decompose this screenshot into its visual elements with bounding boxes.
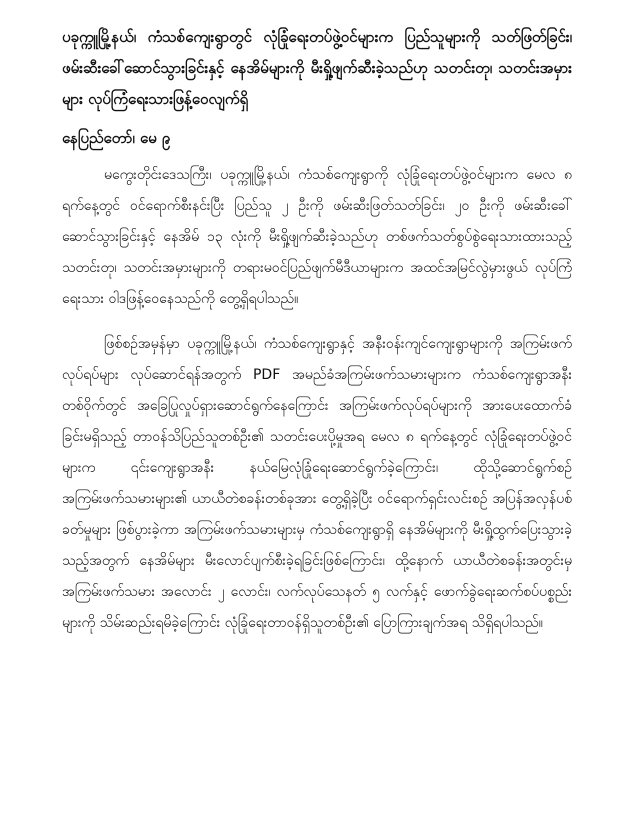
article-paragraph-2: ဖြစ်စဉ်အမှန်မှာ ပခုက္ကူမြို့နယ်၊ ကံသစ်ကျေးရွာနှင့် အနီးဝန်းကျင်ကျေးရွာများကို အကြမ်းဖက်လုပ်ရပ်များ လုပ်ဆောင်ရန်အတွက် PDF အမည်ခံအကြမ်းဖက်သမားများက ကံသစ်ကျေးရွာအနီးတစ်ဝိုက်တွင် အခြေပြုလှုပ်ရှားဆောင်ရွက်နေကြောင်း အကြမ်းဖက်လုပ်ရပ်များကို အားပေးထောက်ခံခြင်းမရှိသည့် တာဝန်သိပြည်သူတစ်ဦး၏ သတင်းပေးပို့မှုအရ မေလ ၈ ရက်နေ့တွင် လုံခြုံရေးတပ်ဖွဲ့ဝင်များက ၎င်းကျေးရွာအနီး နယ်မြေလုံခြုံရေးဆောင်ရွက်ခဲ့ကြောင်း၊ ထိုသို့ဆောင်ရွက်စဉ် အကြမ်းဖက်သမားများ၏ ယာယီတဲစခန်းတစ်ခုအား တွေ့ရှိခဲ့ပြီး ဝင်ရောက်ရှင်းလင်းစဉ် အပြန်အလှန်ပစ်ခတ်မှုများ ဖြစ်ပွားခဲ့ကာ အကြမ်းဖက်သမားများမှ ကံသစ်ကျေးရွာရှိ နေအိမ်များကို မီးရှို့ထွက်ပြေးသွားခဲ့သည့်အတွက် နေအိမ်များ မီးလောင်ပျက်စီးခဲ့ရခြင်းဖြစ်ကြောင်း၊ ထို့နောက် ယာယီတဲစခန်းအတွင်းမှ အကြမ်းဖက်သမား အလောင်း ၂ လောင်း၊ လက်လုပ်သေနတ် ၅ လက်နှင့် ဖောက်ခွဲရေးဆက်စပ်ပစ္စည်းများကို သိမ်းဆည်းရမိခဲ့ကြောင်း လုံခြုံရေးတာဝန်ရှိသူတစ်ဦး၏ ပြောကြားချက်အရ သိရှိရပါသည်။ <box>62 336 572 631</box>
news-article <box>62 22 572 653</box>
article-dateline: နေပြည်တော်၊ မေ ၉ <box>62 129 171 147</box>
article-headline: ပခုက္ကူမြို့နယ်၊ ကံသစ်ကျေးရွာတွင် လုံခြုံရေးတပ်ဖွဲ့ဝင်များက ပြည်သူများကို သတ်ဖြတ်ခြင်း၊ ဖမ်းဆီးခေါ်ဆောင်သွားခြင်းနှင့် နေအိမ်များကို မီးရှို့ဖျက်ဆီးခဲ့သည်ဟု သတင်းတု၊ သတင်းအမှားများ လုပ်ကြံရေးသားဖြန့်ဝေလျက်ရှိ <box>62 28 572 108</box>
article-paragraph-1: မကွေးတိုင်းဒေသကြီး၊ ပခုက္ကူမြို့နယ်၊ ကံသစ်ကျေးရွာကို လုံခြုံရေးတပ်ဖွဲ့ဝင်များက မေလ ၈ ရက်နေ့တွင် ဝင်ရောက်စီးနင်းပြီး ပြည်သူ ၂ ဦးကို ဖမ်းဆီးဖြတ်သတ်ခြင်း၊ ၂၀ ဦးကို ဖမ်းဆီးခေါ်ဆောင်သွားခြင်းနှင့် နေအိမ် ၁၃ လုံးကို မီးရှို့ဖျက်ဆီးခဲ့သည်ဟု တစ်ဖက်သတ်စွပ်စွဲရေးသားထားသည့် သတင်းတု၊ သတင်းအမှားများကို တရားမဝင်ပြည်ဖျက်မီဒီယာများက အထင်အမြင်လွဲမှားဖွယ် လုပ်ကြံရေးသား ဝါဒဖြန့်ဝေနေသည်ကို တွေ့ရှိရပါသည်။ <box>62 167 572 307</box>
